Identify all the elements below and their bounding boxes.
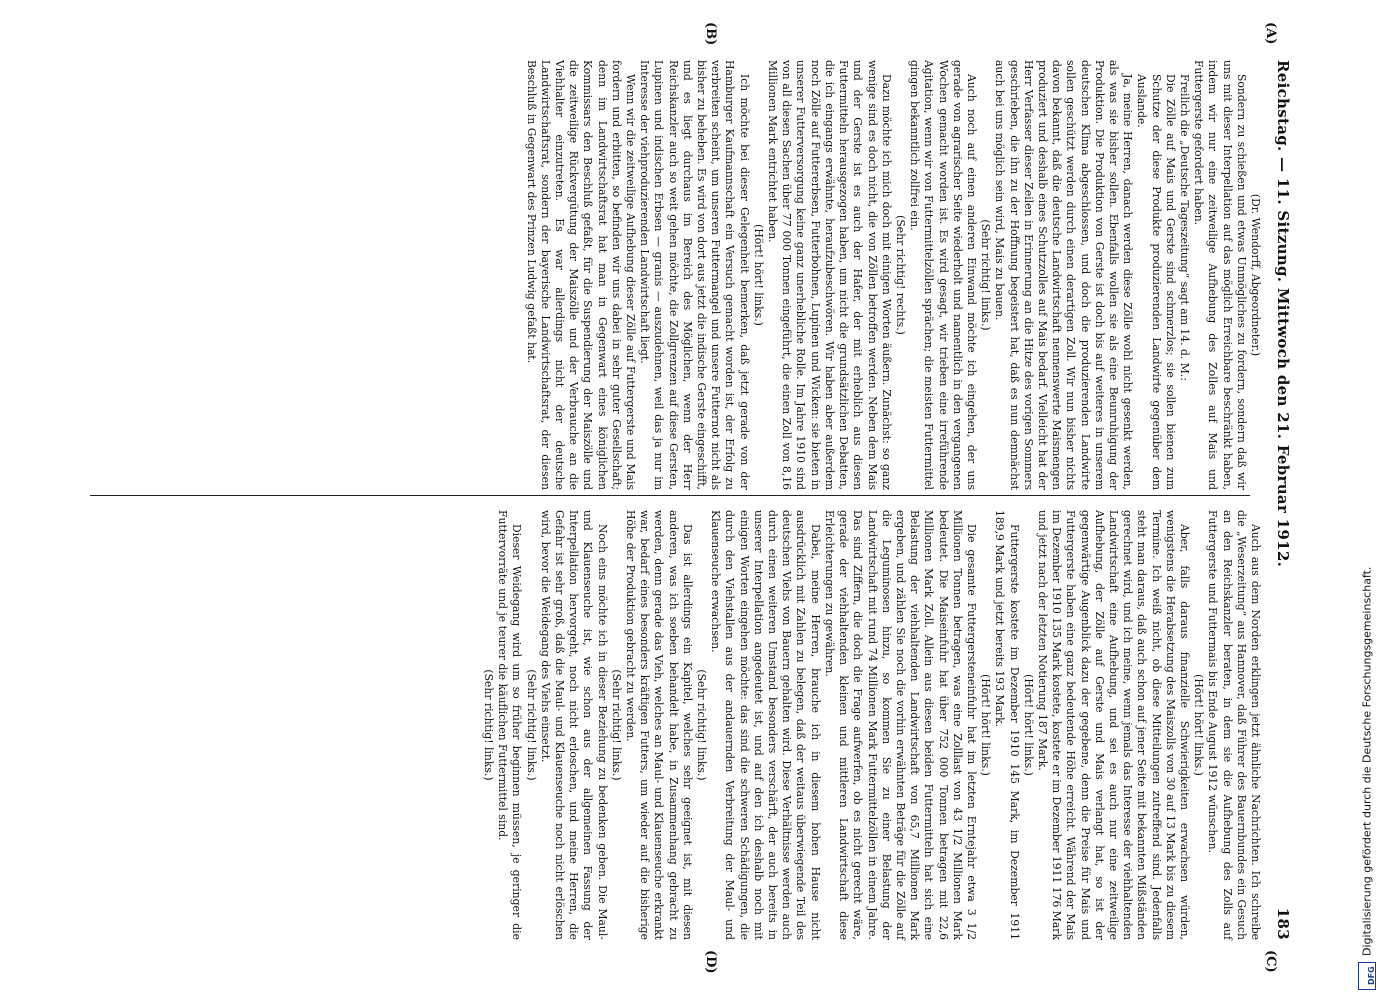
paragraph: Dabei, meine Herren, brauche ich in diesem hohen Hause nicht ausdrücklich mit Zahlen zu belegen, daß der weitaus überwiegende Teil des deutschen Viehs von Bauern gehalten wird. Diese Verhältnisse werden auch durch einen weiteren Umstand besonders verschärft, der auch bereits in unserer Interpellation angedeutet ist, und auf den ich deshalb noch mit einigen Worten eingehen möchte: das sind die schweren Schädigungen, die durch den Viehstallen aus der andauernden Verbreitung der Maul- und Klauenseuche erwachsen. (709, 510, 822, 940)
interjection: (Sehr richtig! links.) (695, 669, 709, 781)
page-header (1270, 60, 1292, 940)
digitization-credit: Digitalisierung gefördert durch die Deutsche Forschungsgemeinschaft. (1360, 566, 1374, 956)
page-number: 183 (1274, 907, 1292, 940)
paragraph: Freilich die „Deutsche Tageszeitung“ sagt am 14. d. M.: (1177, 74, 1191, 381)
digitization-note (1357, 0, 1377, 990)
speaker-line: (Dr. Wendorff, Abgeordneter.) (1249, 193, 1262, 357)
interjection: (Hört! hört! links.) (751, 224, 765, 326)
paragraph: Dazu möchte ich mich doch mit einigen Worten äußern. Zunächst: so ganz wenige sind es doch nicht, die von Zöllen betroffen werden. Neben dem Mais und der Gerste ist es auch der Hafer, der mit erheblich aus diesen Futtermitteln herausgezogen haben, um nicht die grundsätzlichen Debatten, die ich eingangs erwähnte, heraufzubeschwören. Wir haben aber außerdem noch Zölle auf Futtererbsen, Futterbohnen, Lupinen und Wicken: sie bieten in unserer Futterversorgung keine ganz unerhebliche Rolle. Im Jahre 1910 sind von all diesen Sachen über 77 000 Tonnen eingeführt, die einen Zoll von 8,16 Millionen Mark entrichtet haben. (766, 60, 893, 490)
interjection: (Sehr richtig! links.) (524, 669, 538, 781)
paragraph: Aber, falls daraus finanzielle Schwierigkeiten erwachsen würden, wenigstens die Herabsetzung des Maiszolls von 30 auf 13 Mark bis zu diesem Termine. Ich weiß nicht, ob diese Mitteilungen zutreffend sind. Jedenfalls steht man daraus, daß auch schon auf jener Seite mit bekannten Mißständen gerechnet wird, und ich meine, wenn jemals das Interesse der viehhaltenden Landwirtschaft eine Aufhebung, und sei es auch nur eine zeitweilige Aufhebung, der Zölle auf Gerste und Mais verlangt hat, so ist der gegenwärtige Augenblick dazu der gegebene, denn die Preise für Mais und Futtergerste haben eine ganz bedeutende Höhe erreicht. Während der Mais im Dezember 1910 135 Mark kostete, kostete er im Dezember 1911 176 Mark und jetzt nach der letzten Notierung 187 Mark. (1035, 510, 1191, 940)
column-divider (90, 495, 1250, 496)
interjection: (Hört! hört! links.) (979, 674, 993, 776)
paragraph: Die Zölle auf Mais und Gerste sind schmerzlos; sie sollen bienen zum Schutze der diese Produkte produzierenden Landwirte gegenüber dem Auslande. (1135, 74, 1177, 490)
paragraph: Das ist allerdings ein Kapitel, welches sehr geeignet ist, mit diesen anderen, was ich soeben behandelt habe, in Zusammenhang gebracht zu werden, denn gerade das Vieh, welches an Maul- und Klauenseuche erkrankt war, bedarf eines besonders kräftigen Futters, um wieder auf die bisherige Höhe der Produktion gebracht zu werden. (624, 510, 694, 940)
right-column (481, 510, 1262, 940)
paragraph: Wenn wir die zeitweilige Aufhebung dieser Zölle auf Futtergerste und Mais fordern und erbitten, so befinden wir uns dabei in sehr guter Gesellschaft; denn im Landwirtschaftsrat hat man in Gegenwart eines königlichen Kommissars den Beschluß gefaßt, für die Suspendierung der Maiszölle und die zeitweilige Rückvergütung der Maiszölle und der Verbrauche an die Viehhalter einzutreten. Es war allerdings nicht der deutsche Landwirtschaftsrat, sondern der bayerische Landwirtschaftsrat, der diesen Beschluß in Gegenwart des Prinzen Ludwig gefaßt hat. (524, 60, 638, 490)
paragraph: Noch eins möchte ich in dieser Beziehung zu bedenken geben. Die Maul- und Klauenseuche ist, wie schon aus der allgemeinen Fassung der Interpellation hervorgeht, noch nicht erloschen, und meine Herren, die Gefahr ist sehr groß, daß die Maul- und Klauenseuche noch nicht erlöschen wird, bevor die Weidegang des Viehs einsetzt. (538, 510, 609, 940)
running-head: Reichstag. — 11. Sitzung. Mittwoch den 21. Februar 1912. (1274, 60, 1292, 568)
interjection: (Hört! hört! links.) (1192, 674, 1206, 776)
paragraph: Auch aus dem Norden erklingen jetzt ähnliche Nachrichten. Ich schreibe die „Weserzeitung“ aus Hannover, daß Führer des Bauernbundes ein Gesuch an den Reichskanzler beraten, in dem sie die Aufhebung des Zolls auf Futtergerste und Futtermais bis Ende August 1912 wünschen. (1206, 510, 1262, 940)
margin-marker-d: (D) (703, 950, 718, 974)
interjection: (Sehr richtig! rechts.) (893, 215, 907, 335)
paragraph: Sondern zu schießen und etwas Unmögliches zu fordern, sondern daß wir uns mit dieser Interpellation auf das möglich Erreichbare beschränkt haben, indem wir nur eine zeitweilige Aufhebung des Zolles auf Mais und Futtergerste gefordert haben. (1192, 60, 1248, 490)
paragraph: Ja, meine Herren, danach werden diese Zölle wohl nicht gesenkt werden, als was sie bisher sollen. Ebenfalls wollen sie als eine Beunruhigung der Produktion. Die Produktion von Gerste ist doch bis auf weiteres in unserem deutschen Klima abgeschlossen, und doch die produzierenden Landwirte sollen geschützt werden durch einen derartigen Zoll. Wir nun bisher nichts davon bekannt, daß die deutsche Landwirtschaft nennenswerte Maismengen produziert und deshalb eines Schutzzolles auf Mais bedarf. Vielleicht hat der Herr Verfasser dieser Zeilen in Erinnerung an die Hitze des vorigen Sommers geschrieben, die ihn zu der Hoffnung begeistert hat, daß es nun demnächst auch bei uns möglich sein wird, Mais zu bauen. (993, 60, 1135, 490)
margin-marker-b: (B) (703, 22, 718, 46)
paragraph: Futtergerste kostete im Dezember 1910 145 Mark, im Dezember 1911 189,9 Mark und jetzt bereits 193 Mark. (993, 510, 1021, 940)
paragraph: Die gesamte Futtergersteneinfuhr hat im letzten Erntejahr etwa 3 1/2 Millionen Tonnen betragen, was eine Zolllast von 43 1/2 Millionen Mark bedeutet. Die Maiseinfuhr hat über 752 000 Tonnen betragen mit 22,6 Millionen Mark Zoll. Allein aus diesen beiden Futtermitteln hat sich eine Belastung der viehhaltenden Landwirtschaft von 65,7 Millionen Mark ergeben, und zählen Sie noch die vorhin erwähnten Beträge für die Zölle auf die Leguminosen hinzu, so kommen Sie zu einer Belastung der Landwirtschaft mit rund 74 Millionen Mark Futtermittelzöllen in einem Jahre. Das sind Ziffern, die doch die Frage aufwerfen, ob es nicht gerecht wäre, gerade der viehhaltenden kleinen und mittleren Landwirtschaft diese Erleichterungen zu gewähren. (822, 510, 978, 940)
paragraph: Ich möchte bei dieser Gelegenheit bemerken, daß jetzt gerade von der Hamburger Kaufmannschaft ein Versuch gemacht worden ist, der Erfolg zu verbreiten scheint, um unseren Futtermangel und unsere Futternot nicht als bisher zu beheben. Es wird von dort aus jetzt die indische Gerste eingeschifft, und es liegt durchaus im Bereich des Möglichen, wenn der Herr Reichskanzler auch so weit gehen möchte, die Zollgrenzen auf diese Gersten, Lupinen und indischen Erbsen — granis — auszudehnen, weil das ja nur im Interesse der viehproduzierenden Landwirtschaft liegt. (638, 60, 751, 490)
margin-marker-a: (A) (1263, 22, 1278, 45)
dfg-logo-icon: DFG (1358, 962, 1376, 990)
left-column (523, 60, 1262, 490)
paragraph: Auch noch auf einen anderen Einwand möchte ich eingehen, der uns gerade von agrarischer Seite wiederholt und namentlich in den vergangenen Wochen gemacht worden ist. Es wird gesagt, wir trieben eine irreführende Agitation, wenn wir von Futtermittelzöllen sprächen; die meisten Futtermittel gingen bekanntlich zollfrei ein. (908, 60, 978, 490)
interjection: (Hört! hört! links.) (1021, 674, 1035, 776)
interjection: (Sehr richtig! links.) (979, 219, 993, 331)
paragraph: Dieser Weidegang wird um so früher beginnen müssen, je geringer die Futtervorräte und je teurer die käuflichen Futtermittel sind. (496, 510, 524, 940)
margin-marker-c: (C) (1263, 950, 1278, 973)
interjection: (Sehr richtig! links.) (482, 669, 496, 781)
interjection: (Sehr richtig! links.) (609, 669, 623, 781)
